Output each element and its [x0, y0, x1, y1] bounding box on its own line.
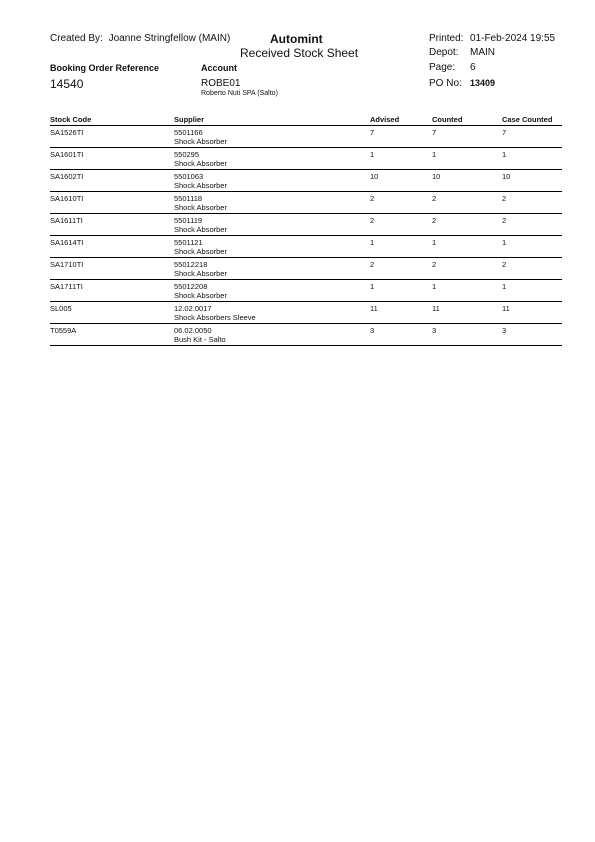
- company-name: Automint: [270, 32, 323, 46]
- case-counted-qty: 3: [502, 326, 507, 335]
- counted-qty: 10: [432, 172, 441, 181]
- cell-counted: [432, 324, 502, 346]
- supplier-code: 5501121: [174, 238, 203, 247]
- cell-supplier: [174, 280, 370, 302]
- cell-counted: [432, 126, 502, 148]
- case-counted-qty: 10: [502, 172, 511, 181]
- table-row: [50, 192, 562, 214]
- stock-code: SA1611TI: [50, 216, 83, 225]
- stock-code: SA1526TI: [50, 128, 84, 137]
- counted-qty: 2: [432, 194, 437, 203]
- cell-advised: [370, 214, 432, 236]
- item-description: Bush Kit - Salto: [174, 335, 226, 344]
- printed-value: 01-Feb-2024 19:55: [470, 33, 556, 44]
- created-by-label: Created By:: [50, 33, 103, 44]
- advised-qty: 2: [370, 260, 375, 269]
- table-header-row: [50, 114, 562, 126]
- table-row: [50, 214, 562, 236]
- cell-advised: [370, 302, 432, 324]
- cell-counted: [432, 280, 502, 302]
- item-description: Shock Absorber: [174, 225, 227, 234]
- cell-supplier: [174, 258, 370, 280]
- case-counted-qty: 1: [502, 150, 507, 159]
- counted-qty: 2: [432, 260, 437, 269]
- case-counted-qty: 2: [502, 216, 507, 225]
- cell-case-counted: [502, 126, 562, 148]
- booking-ref-label: Booking Order Reference: [50, 63, 160, 73]
- case-counted-qty: 7: [502, 128, 507, 137]
- advised-qty: 10: [370, 172, 379, 181]
- cell-case-counted: [502, 324, 562, 346]
- cell-counted: [432, 148, 502, 170]
- cell-case-counted: [502, 258, 562, 280]
- advised-qty: 1: [370, 150, 375, 159]
- cell-counted: [432, 258, 502, 280]
- supplier-code: 550295: [174, 150, 200, 159]
- column-header-stock-code: Stock Code: [50, 114, 174, 126]
- stock-code: SA1602TI: [50, 172, 84, 181]
- item-description: Shock Absorber: [174, 159, 227, 168]
- counted-qty: 11: [432, 304, 440, 313]
- page-value: 6: [470, 62, 476, 73]
- table-row: [50, 324, 562, 346]
- cell-stock-code: [50, 126, 174, 148]
- cell-advised: [370, 324, 432, 346]
- case-counted-qty: 1: [502, 238, 507, 247]
- case-counted-qty: 2: [502, 260, 507, 269]
- advised-qty: 2: [370, 194, 375, 203]
- cell-case-counted: [502, 280, 562, 302]
- case-counted-qty: 2: [502, 194, 507, 203]
- cell-supplier: [174, 192, 370, 214]
- printed-label: Printed:: [429, 33, 464, 44]
- table-row: [50, 126, 562, 148]
- advised-qty: 1: [370, 238, 375, 247]
- cell-stock-code: [50, 214, 174, 236]
- cell-advised: [370, 170, 432, 192]
- item-description: Shock Absorber: [174, 181, 227, 190]
- advised-qty: 1: [370, 282, 375, 291]
- cell-supplier: [174, 214, 370, 236]
- item-description: Shock Absorbers Sleeve: [174, 313, 256, 322]
- supplier-code: 06.02.0050: [174, 326, 212, 335]
- counted-qty: 2: [432, 216, 437, 225]
- cell-counted: [432, 214, 502, 236]
- item-description: Shock Absorber: [174, 203, 227, 212]
- sheet-title: Received Stock Sheet: [240, 46, 359, 60]
- table-row: [50, 258, 562, 280]
- cell-case-counted: [502, 192, 562, 214]
- advised-qty: 7: [370, 128, 375, 137]
- supplier-code: 12.02.0017: [174, 304, 212, 313]
- cell-advised: [370, 280, 432, 302]
- cell-supplier: [174, 170, 370, 192]
- table-row: [50, 170, 562, 192]
- advised-qty: 11: [370, 304, 378, 313]
- supplier-code: 5501118: [174, 194, 203, 203]
- cell-case-counted: [502, 302, 562, 324]
- stock-code: SA1711TI: [50, 282, 83, 291]
- po-label: PO No:: [429, 78, 462, 89]
- cell-case-counted: [502, 214, 562, 236]
- cell-stock-code: [50, 170, 174, 192]
- case-counted-qty: 11: [502, 304, 510, 313]
- cell-supplier: [174, 324, 370, 346]
- stock-code: SA1610TI: [50, 194, 84, 203]
- column-header-supplier: Supplier: [174, 114, 370, 126]
- cell-stock-code: [50, 280, 174, 302]
- cell-stock-code: [50, 192, 174, 214]
- account-name: Roberto Nuti SPA (Salto): [201, 90, 278, 97]
- stock-code: SA1710TI: [50, 260, 84, 269]
- depot-value: MAIN: [470, 47, 495, 58]
- advised-qty: 2: [370, 216, 375, 225]
- table-row: [50, 148, 562, 170]
- cell-stock-code: [50, 236, 174, 258]
- created-by: [50, 33, 230, 44]
- column-header-advised: Advised: [370, 114, 432, 126]
- counted-qty: 1: [432, 282, 437, 291]
- cell-case-counted: [502, 148, 562, 170]
- counted-qty: 1: [432, 238, 437, 247]
- cell-counted: [432, 170, 502, 192]
- cell-advised: [370, 192, 432, 214]
- item-description: Shock Absorber: [174, 291, 227, 300]
- cell-stock-code: [50, 324, 174, 346]
- table-row: [50, 302, 562, 324]
- advised-qty: 3: [370, 326, 375, 335]
- table-row: [50, 236, 562, 258]
- cell-case-counted: [502, 236, 562, 258]
- cell-supplier: [174, 126, 370, 148]
- cell-advised: [370, 148, 432, 170]
- cell-advised: [370, 236, 432, 258]
- depot-label: Depot:: [429, 47, 459, 58]
- counted-qty: 7: [432, 128, 437, 137]
- received-stock-table: [50, 114, 562, 346]
- item-description: Shock Absorber: [174, 137, 227, 146]
- table-row: [50, 280, 562, 302]
- cell-supplier: [174, 302, 370, 324]
- booking-ref-value: 14540: [50, 77, 84, 91]
- item-description: Shock Absorber: [174, 247, 227, 256]
- cell-case-counted: [502, 170, 562, 192]
- cell-counted: [432, 302, 502, 324]
- cell-counted: [432, 192, 502, 214]
- cell-supplier: [174, 236, 370, 258]
- column-header-case-counted: Case Counted: [502, 114, 562, 126]
- column-header-counted: Counted: [432, 114, 502, 126]
- cell-advised: [370, 126, 432, 148]
- cell-stock-code: [50, 258, 174, 280]
- supplier-code: 5501166: [174, 128, 203, 137]
- counted-qty: 1: [432, 150, 437, 159]
- stock-code: T0559A: [50, 326, 77, 335]
- page-label: Page:: [429, 62, 456, 73]
- counted-qty: 3: [432, 326, 437, 335]
- cell-supplier: [174, 148, 370, 170]
- supplier-code: 55012208: [174, 282, 208, 291]
- stock-code: SL005: [50, 304, 72, 313]
- supplier-code: 55012218: [174, 260, 208, 269]
- item-description: Shock Absorber: [174, 269, 227, 278]
- created-by-value: Joanne Stringfellow (MAIN): [108, 33, 231, 44]
- cell-stock-code: [50, 148, 174, 170]
- supplier-code: 5501119: [174, 216, 203, 225]
- po-value: 13409: [470, 78, 496, 88]
- account-code: ROBE01: [201, 78, 241, 89]
- account-label: Account: [201, 63, 237, 73]
- cell-stock-code: [50, 302, 174, 324]
- cell-counted: [432, 236, 502, 258]
- cell-advised: [370, 258, 432, 280]
- stock-code: SA1601TI: [50, 150, 84, 159]
- supplier-code: 5501063: [174, 172, 204, 181]
- stock-code: SA1614TI: [50, 238, 84, 247]
- case-counted-qty: 1: [502, 282, 507, 291]
